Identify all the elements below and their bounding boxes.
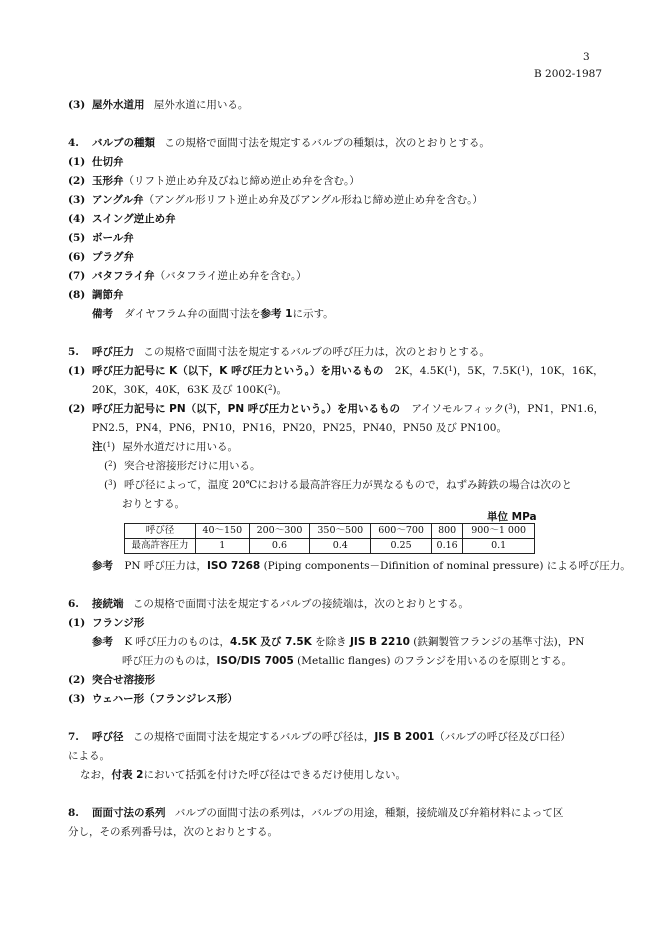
flange-reference-line-1 <box>92 637 584 648</box>
note-ref: 1 <box>521 365 526 373</box>
note-2: ($^2$) 突合せ溶接形だけに用いる。 <box>104 460 261 472</box>
section-5-heading <box>68 347 490 358</box>
valve-type-item <box>68 195 483 206</box>
remark-reference: 参考 1 <box>260 308 293 320</box>
valve-type-item <box>68 157 124 168</box>
valve-type-item <box>68 252 134 263</box>
jis-standard: JIS B 2210 <box>350 636 410 648</box>
reference-text: PN 呼び圧力は， <box>124 560 207 572</box>
table-cell: 1 <box>196 539 250 554</box>
table-header: 最高許容圧力 <box>125 539 196 554</box>
remark-text: ダイヤフラム弁の面間寸法を <box>124 308 261 320</box>
k-pressure-values: )，10K，16K， <box>525 365 604 377</box>
flange-reference-line-2 <box>122 656 572 667</box>
section-text: （バルブの呼び径及び口径） <box>434 731 571 743</box>
pn-pressure-line-2: PN2.5，PN4，PN6，PN10，PN16，PN20，PN25，PN40，PN50 及び PN100。 <box>92 422 507 434</box>
reference-text: を除き <box>315 636 347 648</box>
note-3: ($^3$) 呼び径によって，温度 20℃における最高許容圧力が異なるもので，ねずみ鋳鉄の場合は次のと <box>104 479 573 491</box>
jis-standard: JIS B 2001 <box>374 731 435 743</box>
section-text: この規格で面間寸法を規定するバルブの接続端は，次のとおりとする。 <box>132 598 469 610</box>
section-5-reference <box>92 561 631 572</box>
note-ref: 1 <box>448 365 453 373</box>
table-row <box>125 539 535 554</box>
section-number: 6. <box>68 598 79 610</box>
reference-text: (鉄鋼製管フランジの基準寸法)，PN <box>413 636 585 648</box>
section-4-remark <box>92 309 334 320</box>
connection-name: ウェハー形（フランジレス形） <box>92 693 238 705</box>
section-7-heading <box>68 732 571 743</box>
reference-text: (Metallic flanges) のフランジを用いるのを原則とする。 <box>297 655 572 667</box>
valve-name: プラグ弁 <box>92 251 134 263</box>
section-text: において括弧を付けた呼び径はできるだけ使用しない。 <box>143 769 406 781</box>
connection-item-1 <box>68 618 144 629</box>
table-row <box>125 524 535 539</box>
section-title: 呼び圧力 <box>92 346 134 358</box>
table-cell: 600～700 <box>371 524 432 539</box>
section-title: 呼び径 <box>92 731 124 743</box>
iso-standard: ISO/DIS 7005 <box>216 655 294 667</box>
item-number: (5) <box>68 232 86 244</box>
remark-label: 備考 <box>92 308 113 320</box>
reference-label: 参考 <box>92 560 113 572</box>
item-number: (2) <box>68 674 86 686</box>
table-cell: 0.1 <box>463 539 535 554</box>
k-pressure-values: )，5K，7.5K( <box>452 365 522 377</box>
section-title: バルブの種類 <box>92 137 155 149</box>
item-3-outdoor <box>68 100 248 111</box>
page-number: 3 <box>583 51 590 63</box>
k-pressure-values: 2K，4.5K( <box>394 365 449 377</box>
item-number: (7) <box>68 270 86 282</box>
valve-note: （リフト逆止め弁及びねじ締め逆止め弁を含む。） <box>123 175 360 187</box>
section-number: 4. <box>68 137 79 149</box>
valve-name: 調節弁 <box>92 289 124 301</box>
item-number: (1) <box>68 365 86 377</box>
reference-text: 呼び圧力のものは， <box>122 655 217 667</box>
note-ref: 3 <box>508 403 513 411</box>
section-text: この規格で面間寸法を規定するバルブの呼び圧力は，次のとおりとする。 <box>143 346 490 358</box>
connection-name: フランジ形 <box>92 617 145 629</box>
valve-name: アングル弁 <box>92 194 144 206</box>
reference-bold: 4.5K 及び 7.5K <box>230 636 312 648</box>
table-cell: 800 <box>431 524 462 539</box>
valve-type-item <box>68 233 134 244</box>
table-cell: 200～300 <box>249 524 310 539</box>
table-cell: 0.25 <box>371 539 432 554</box>
section-title: 接続端 <box>92 598 124 610</box>
table-cell: 0.6 <box>249 539 310 554</box>
section-4-heading <box>68 138 490 149</box>
section-title: 面面寸法の系列 <box>92 807 166 819</box>
pn-pressure-title: 呼び圧力記号に PN（以下，PN 呼び圧力という。）を用いるもの <box>92 403 401 415</box>
note-ref: 2 <box>267 384 273 392</box>
pn-pressure-values: )，PN1，PN1.6， <box>512 403 605 415</box>
reference-label: 参考 <box>92 636 113 648</box>
remark-text-end: に示す。 <box>292 308 334 320</box>
standard-number: B 2002-1987 <box>534 68 603 80</box>
note-text: 突合せ溶接形だけに用いる。 <box>124 460 261 472</box>
valve-type-item <box>68 176 360 187</box>
valve-type-item <box>68 214 176 225</box>
section-text: この規格で面間寸法を規定するバルブの種類は，次のとおりとする。 <box>164 137 490 149</box>
table-cell: 900～1 000 <box>463 524 535 539</box>
item-number: (8) <box>68 289 86 301</box>
valve-name: 仕切弁 <box>92 156 124 168</box>
item-number: (6) <box>68 251 86 263</box>
section-7-line-2: による。 <box>68 750 110 762</box>
table-cell: 0.4 <box>310 539 371 554</box>
unit-label: 単位 MPa <box>487 511 537 523</box>
connection-name: 突合せ溶接形 <box>92 674 155 686</box>
connection-item-2 <box>68 675 155 686</box>
valve-name: スイング逆止め弁 <box>92 213 176 225</box>
k-pressure-values: )。 <box>272 384 288 396</box>
note-label: 注 <box>92 441 103 453</box>
valve-name: 玉形弁 <box>92 175 124 187</box>
note-1: 注($^1$) 屋外水道だけに用いる。 <box>92 441 239 453</box>
valve-note: （バタフライ逆止め弁を含む。） <box>154 270 307 282</box>
note-3-continued: おりとする。 <box>122 498 185 510</box>
section-number: 5. <box>68 346 79 358</box>
item-number: (2) <box>68 175 86 187</box>
note-number: 2 <box>108 460 113 468</box>
pn-pressure-line-1 <box>68 404 604 415</box>
reference-text: (Piping components－Difinition of nominal pressure) による呼び圧力。 <box>263 560 631 572</box>
item-number: (2) <box>68 403 86 415</box>
note-text: 屋外水道だけに用いる。 <box>122 441 239 453</box>
item-number: (3) <box>68 194 86 206</box>
valve-note: （アングル形リフト逆止め弁及びアングル形ねじ締め逆止め弁を含む。） <box>143 194 483 206</box>
k-pressure-line-2 <box>92 385 287 396</box>
item-number: (1) <box>68 617 86 629</box>
k-pressure-values: 20K，30K，40K，63K 及び 100K( <box>92 384 268 396</box>
section-text: この規格で面間寸法を規定するバルブの呼び径は， <box>132 731 375 743</box>
section-text: なお， <box>80 769 112 781</box>
valve-name: ボール弁 <box>92 232 134 244</box>
pn-pressure-values: アイソモルフィック( <box>411 403 509 415</box>
table-cell: 350～500 <box>310 524 371 539</box>
item-number: (3) <box>68 99 86 111</box>
table-cell: 0.16 <box>431 539 462 554</box>
section-8-heading <box>68 808 563 819</box>
pressure-table <box>124 523 535 554</box>
note-number: 3 <box>108 479 113 487</box>
section-number: 8. <box>68 807 79 819</box>
section-6-heading <box>68 599 469 610</box>
valve-name: バタフライ弁 <box>92 270 155 282</box>
section-8-line-2: 分し，その系列番号は，次のとおりとする。 <box>68 826 278 838</box>
iso-standard: ISO 7268 <box>206 560 261 572</box>
reference-text: K 呼び圧力のものは， <box>124 636 231 648</box>
appendix-reference: 付表 2 <box>111 769 144 781</box>
item-title: 屋外水道用 <box>92 99 145 111</box>
note-text: 呼び径によって，温度 20℃における最高許容圧力が異なるもので，ねずみ鋳鉄の場合は次のと <box>124 479 573 491</box>
section-text: バルブの面間寸法の系列は，バルブの用途，種類，接続端及び弁箱材料によって区 <box>174 807 564 819</box>
item-number: (1) <box>68 156 86 168</box>
item-number: (4) <box>68 213 86 225</box>
section-number: 7. <box>68 731 79 743</box>
valve-type-item <box>68 271 307 282</box>
item-number: (3) <box>68 693 86 705</box>
item-text: 屋外水道に用いる。 <box>153 99 249 111</box>
table-cell: 40～150 <box>196 524 250 539</box>
section-7-line-3 <box>80 770 406 781</box>
k-pressure-line-1 <box>68 366 604 377</box>
k-pressure-title: 呼び圧力記号に K（以下，K 呼び圧力という。）を用いるもの <box>92 365 384 377</box>
table-header: 呼び径 <box>125 524 196 539</box>
connection-item-3 <box>68 694 238 705</box>
note-number: 1 <box>106 441 112 449</box>
valve-type-item <box>68 290 124 301</box>
